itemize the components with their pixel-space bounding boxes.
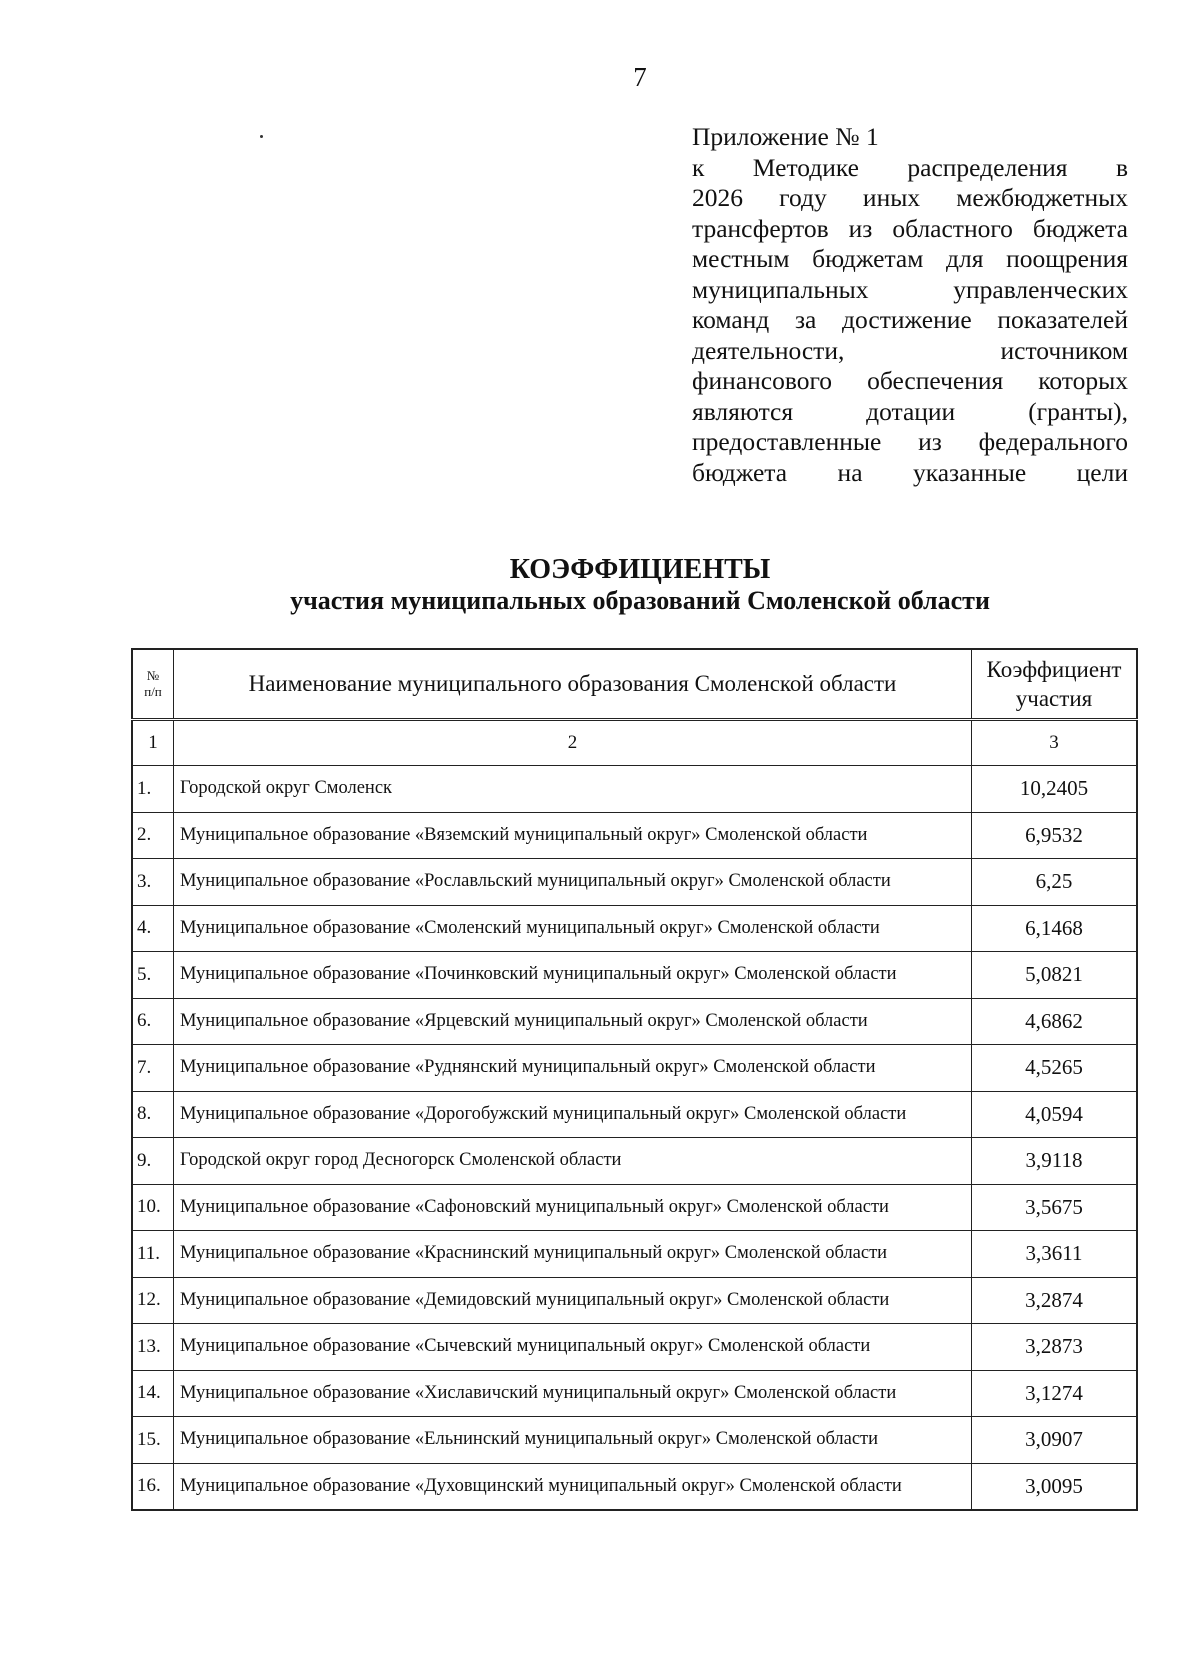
coefficients-table [131, 648, 1138, 1511]
annex-line: предоставленные из федерального [692, 427, 1128, 456]
table-row [132, 859, 1137, 906]
row-value: 3,5675 [972, 1184, 1138, 1231]
row-value: 3,1274 [972, 1370, 1138, 1417]
row-name: Муниципальное образование «Смоленский муниципальный округ» Смоленской области [174, 905, 972, 952]
header-name: Наименование муниципального образования Смоленской области [174, 649, 972, 720]
table-row [132, 952, 1137, 999]
header-number-symbol: № [146, 668, 160, 683]
row-name: Муниципальное образование «Руднянский муниципальный округ» Смоленской области [174, 1045, 972, 1092]
annex-line: трансфертов из областного бюджета [692, 213, 1128, 243]
row-name: Городской округ Смоленск [174, 766, 972, 813]
table-row [132, 1324, 1137, 1371]
row-number: 5. [132, 952, 174, 999]
row-value: 10,2405 [972, 766, 1138, 813]
row-name: Муниципальное образование «Ярцевский муниципальный округ» Смоленской области [174, 998, 972, 1045]
row-name: Муниципальное образование «Вяземский муниципальный округ» Смоленской области [174, 812, 972, 859]
table-header-row [132, 649, 1137, 720]
annex-line: 2026 году иных межбюджетных [692, 183, 1128, 212]
column-numbers-row [132, 720, 1137, 766]
row-name: Муниципальное образование «Краснинский муниципальный округ» Смоленской области [174, 1231, 972, 1278]
header-coefficient [972, 649, 1138, 720]
annex-block [692, 122, 1128, 488]
row-number: 10. [132, 1184, 174, 1231]
row-number: 9. [132, 1138, 174, 1185]
annex-line: деятельности, источником [692, 335, 1128, 365]
row-number: 13. [132, 1324, 174, 1371]
row-value: 3,2874 [972, 1277, 1138, 1324]
row-value: 4,5265 [972, 1045, 1138, 1092]
table-row [132, 1231, 1137, 1278]
row-value: 3,9118 [972, 1138, 1138, 1185]
column-number: 2 [174, 720, 972, 766]
annex-line: муниципальных управленческих [692, 274, 1128, 304]
row-number: 7. [132, 1045, 174, 1092]
document-title: КОЭФФИЦИЕНТЫ [509, 554, 771, 585]
row-number: 12. [132, 1277, 174, 1324]
table-row [132, 1417, 1137, 1464]
table-row [132, 1277, 1137, 1324]
row-number: 15. [132, 1417, 174, 1464]
row-number: 1. [132, 766, 174, 813]
stray-dot [260, 135, 263, 138]
table-row [132, 766, 1137, 813]
table-row [132, 1138, 1137, 1185]
row-number: 11. [132, 1231, 174, 1278]
row-name: Муниципальное образование «Рославльский муниципальный округ» Смоленской области [174, 859, 972, 906]
row-name: Муниципальное образование «Демидовский муниципальный округ» Смоленской области [174, 1277, 972, 1324]
row-number: 3. [132, 859, 174, 906]
table-row [132, 1045, 1137, 1092]
row-value: 3,0095 [972, 1463, 1138, 1510]
row-name: Городской округ город Десногорск Смоленской области [174, 1138, 972, 1185]
header-number [132, 649, 174, 720]
row-name: Муниципальное образование «Ельнинский муниципальный округ» Смоленской области [174, 1417, 972, 1464]
header-number-abbr: п/п [144, 684, 162, 699]
row-name: Муниципальное образование «Сафоновский муниципальный округ» Смоленской области [174, 1184, 972, 1231]
row-value: 4,0594 [972, 1091, 1138, 1138]
table-row [132, 812, 1137, 859]
row-number: 6. [132, 998, 174, 1045]
row-name: Муниципальное образование «Починковский муниципальный округ» Смоленской области [174, 952, 972, 999]
annex-line: финансового обеспечения которых [692, 366, 1128, 395]
row-number: 8. [132, 1091, 174, 1138]
page-number: 7 [633, 62, 647, 92]
row-value: 3,0907 [972, 1417, 1138, 1464]
header-coefficient-line2: участия [1015, 686, 1093, 711]
table-row [132, 998, 1137, 1045]
row-value: 6,1468 [972, 905, 1138, 952]
row-value: 6,25 [972, 859, 1138, 906]
row-value: 4,6862 [972, 998, 1138, 1045]
row-number: 2. [132, 812, 174, 859]
column-number: 1 [132, 720, 174, 766]
row-name: Муниципальное образование «Хиславичский муниципальный округ» Смоленской области [174, 1370, 972, 1417]
row-name: Муниципальное образование «Духовщинский муниципальный округ» Смоленской области [174, 1463, 972, 1510]
table-row [132, 1091, 1137, 1138]
row-name: Муниципальное образование «Дорогобужский муниципальный округ» Смоленской области [174, 1091, 972, 1138]
row-value: 3,3611 [972, 1231, 1138, 1278]
row-value: 5,0821 [972, 952, 1138, 999]
annex-line: команд за достижение показателей [692, 305, 1128, 334]
annex-line: бюджета на указанные цели [692, 457, 1128, 487]
table-row [132, 1184, 1137, 1231]
row-value: 3,2873 [972, 1324, 1138, 1371]
table-row [132, 905, 1137, 952]
row-number: 16. [132, 1463, 174, 1510]
annex-line: являются дотации (гранты), [692, 396, 1128, 426]
document-subtitle: участия муниципальных образований Смоленской области [290, 586, 990, 615]
row-value: 6,9532 [972, 812, 1138, 859]
annex-line: местным бюджетам для поощрения [692, 244, 1128, 273]
header-coefficient-line1: Коэффициент [986, 657, 1122, 682]
annex-title: Приложение № 1 [692, 122, 879, 151]
row-number: 4. [132, 905, 174, 952]
row-name: Муниципальное образование «Сычевский муниципальный округ» Смоленской области [174, 1324, 972, 1371]
column-number: 3 [972, 720, 1138, 766]
table-row [132, 1463, 1137, 1510]
annex-line: к Методике распределения в [692, 152, 1128, 182]
table-row [132, 1370, 1137, 1417]
row-number: 14. [132, 1370, 174, 1417]
